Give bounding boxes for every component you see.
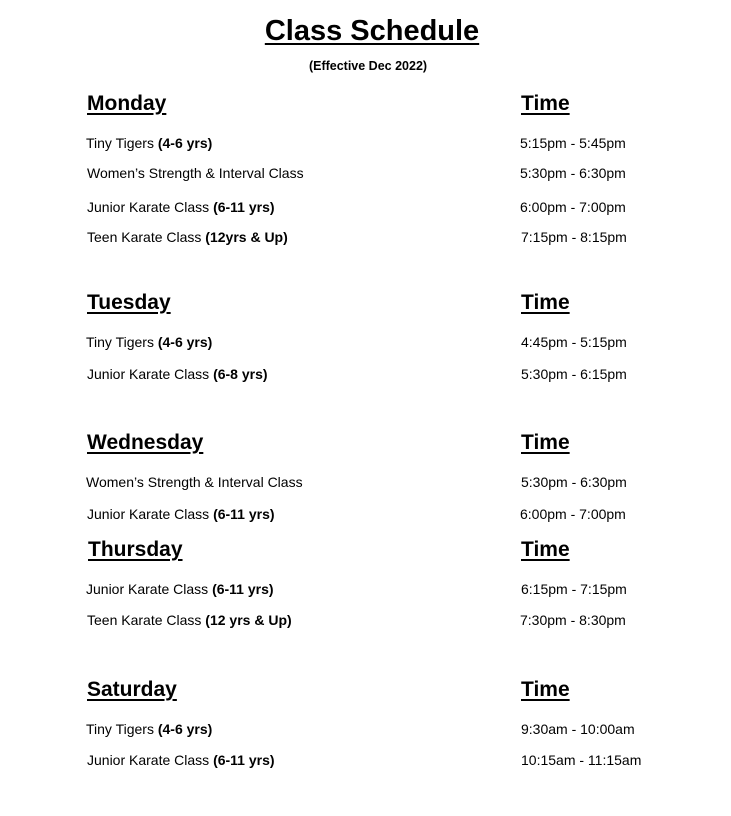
effective-date: (Effective Dec 2022) [308,59,428,73]
class-age: (6-11 yrs) [213,199,275,215]
class-time: 7:15pm - 8:15pm [521,229,627,245]
class-name: Junior Karate Class (6-11 yrs) [86,581,274,597]
class-name: Women’s Strength & Interval Class [86,474,303,490]
class-time: 9:30am - 10:00am [521,721,635,737]
time-heading-monday: Time [521,92,570,115]
class-age: (6-8 yrs) [213,366,268,382]
class-name: Tiny Tigers (4-6 yrs) [86,334,213,350]
class-age: (4-6 yrs) [157,334,213,350]
class-time: 10:15am - 11:15am [521,752,642,768]
page-title: Class Schedule [264,15,480,47]
class-name: Teen Karate Class (12yrs & Up) [87,229,288,245]
day-heading-wednesday: Wednesday [87,431,204,454]
class-name: Junior Karate Class (6-11 yrs) [87,752,275,768]
class-age: (4-6 yrs) [157,135,213,151]
class-time: 5:30pm - 6:15pm [521,366,627,382]
class-age: (4-6 yrs) [157,721,213,737]
class-age: (6-11 yrs) [213,506,275,522]
class-age: (12 yrs & Up) [205,612,292,628]
class-name: Women’s Strength & Interval Class [87,165,304,181]
time-heading-wednesday: Time [521,431,570,454]
day-heading-tuesday: Tuesday [87,291,171,314]
class-time: 5:30pm - 6:30pm [520,165,626,181]
class-name: Junior Karate Class (6-11 yrs) [87,506,275,522]
class-time: 7:30pm - 8:30pm [520,612,626,628]
class-name: Tiny Tigers (4-6 yrs) [86,721,213,737]
class-time: 6:15pm - 7:15pm [521,581,627,597]
class-time: 6:00pm - 7:00pm [520,199,626,215]
time-heading-saturday: Time [521,678,570,701]
day-heading-monday: Monday [87,92,167,115]
class-name: Junior Karate Class (6-8 yrs) [87,366,268,382]
day-heading-thursday: Thursday [88,538,183,561]
class-time: 4:45pm - 5:15pm [521,334,627,350]
class-name: Junior Karate Class (6-11 yrs) [87,199,275,215]
time-heading-tuesday: Time [521,291,570,314]
class-age: (6-11 yrs) [213,752,275,768]
day-heading-saturday: Saturday [87,678,177,701]
class-age: (6-11 yrs) [212,581,274,597]
class-time: 6:00pm - 7:00pm [520,506,626,522]
class-time: 5:30pm - 6:30pm [521,474,627,490]
class-time: 5:15pm - 5:45pm [520,135,626,151]
class-name: Teen Karate Class (12 yrs & Up) [87,612,292,628]
time-heading-thursday: Time [521,538,570,561]
class-age: (12yrs & Up) [205,229,288,245]
class-name: Tiny Tigers (4-6 yrs) [86,135,213,151]
